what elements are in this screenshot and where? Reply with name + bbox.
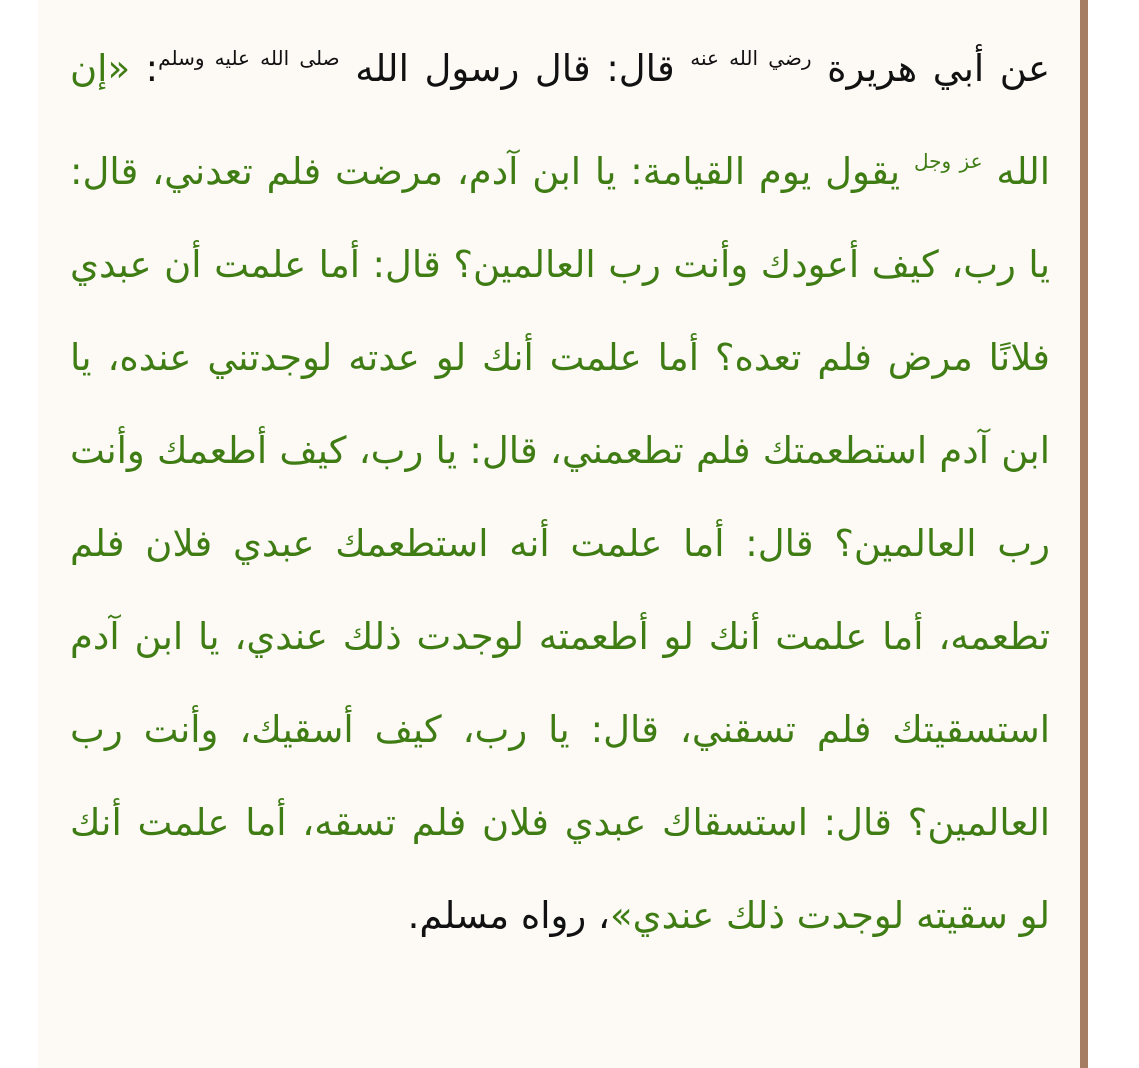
hadith-source: ، رواه مسلم. [407,894,610,937]
honorific-abu-hurayra: رضي الله عنه [690,46,812,70]
honorific-prophet: صلى الله عليه وسلم [158,46,340,70]
quote-start: «إن الله [70,47,1051,193]
narrator-said: قال: [590,47,691,90]
colon: : [130,47,159,90]
page-background [38,0,1080,1068]
right-border-rule [1080,0,1088,1068]
prophet-said: قال رسول الله [355,47,591,90]
hadith-text [70,12,1050,962]
narrator-intro: عن أبي هريرة [827,47,1051,90]
honorific-allah: عز وجل [913,149,983,173]
quote-body: يقول يوم القيامة: يا ابن آدم، مرضت فلم تعدني، قال: يا رب، كيف أعودك وأنت رب العالمين؟ قال: أما علمت أن عبدي فلانًا مرض فلم تعده؟ أما علمت أنك لو عدته لوجدتني عنده، يا ابن آدم استطعمتك فلم تطعمني، قال: يا رب، كيف أطعمك وأنت رب العالمين؟ قال: أما علمت أنه استطعمك عبدي فلان فلم تطعمه، أما علمت أنك لو أطعمته لوجدت ذلك عندي، يا ابن آدم استسقيتك فلم تسقني، قال: يا رب، كيف أسقيك، وأنت رب العالمين؟ قال: استسقاك عبدي فلان فلم تسقه، أما علمت أنك لو سقيته لوجدت ذلك عندي» [70,150,1050,937]
